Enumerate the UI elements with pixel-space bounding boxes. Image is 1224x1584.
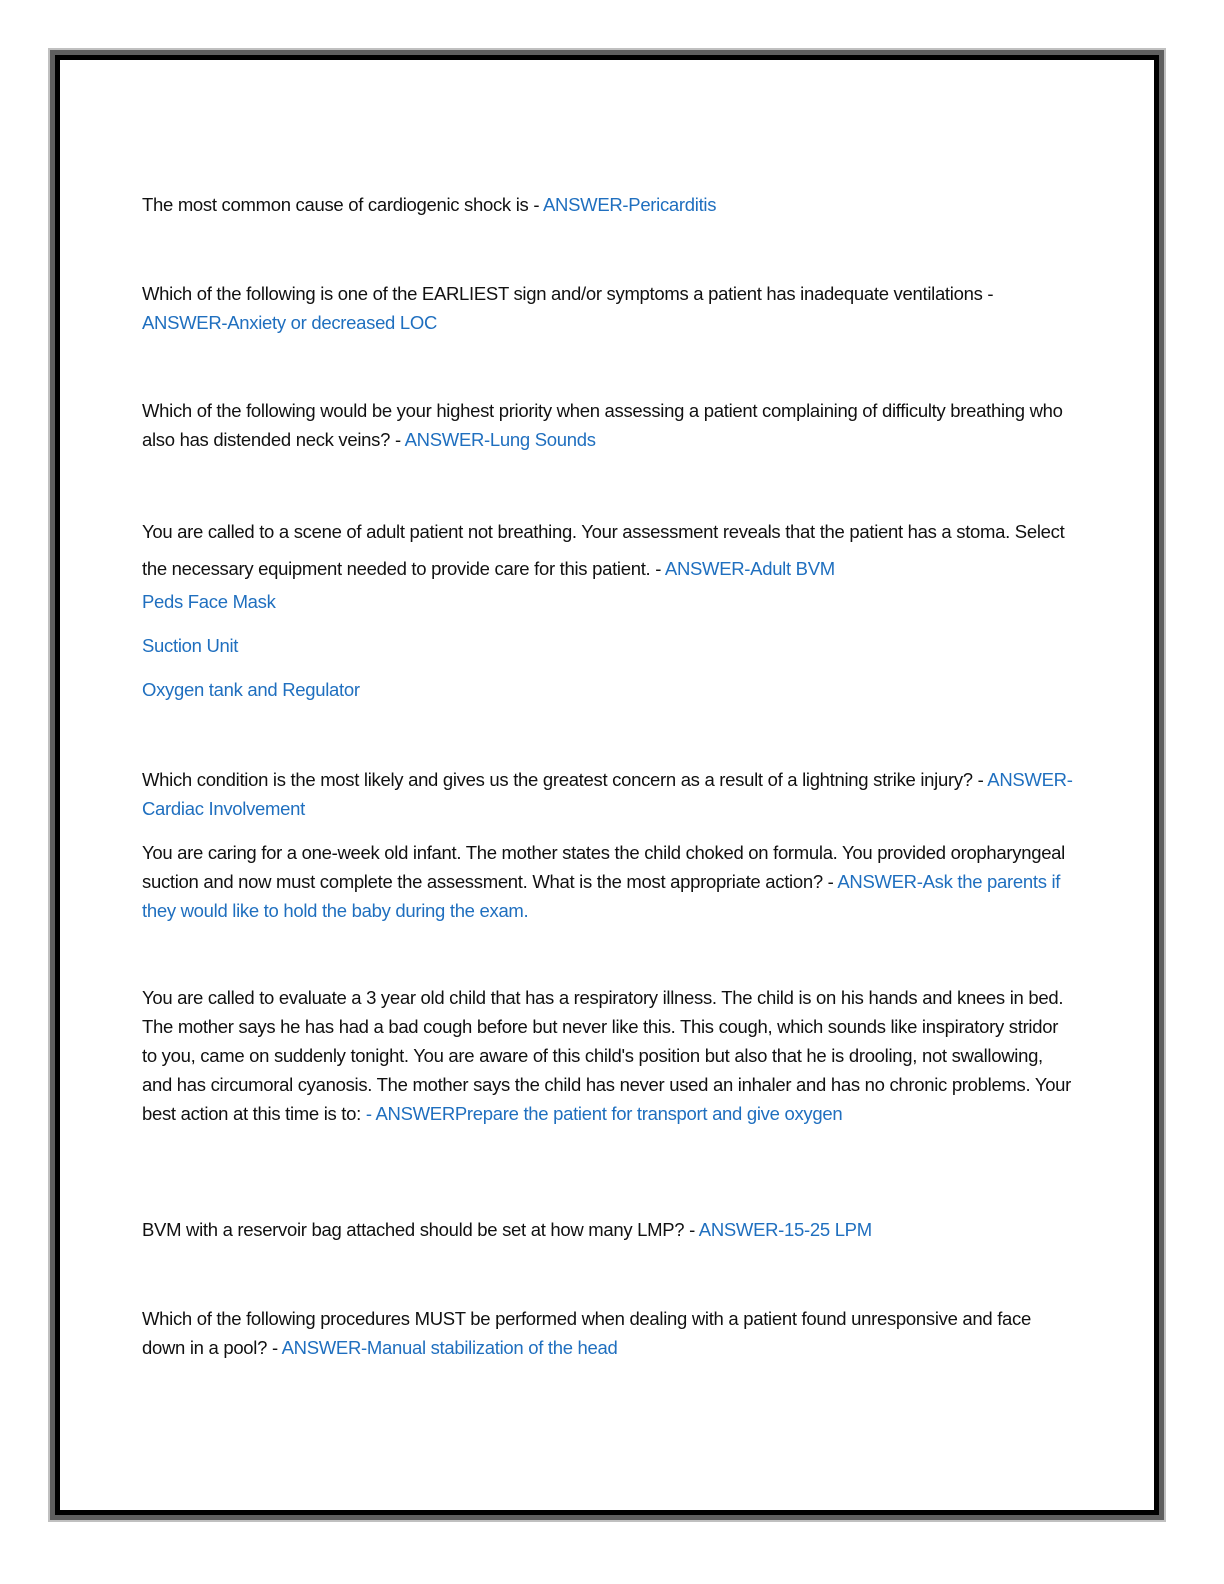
answer-text: ANSWER-Lung Sounds — [404, 429, 596, 450]
answer-text: ANSWER-Manual stabilization of the head — [281, 1337, 618, 1358]
answer-line: Suction Unit — [142, 635, 239, 656]
qa-item — [142, 279, 1077, 337]
answer-text: ANSWER-Cardiac Involvement — [142, 769, 1073, 819]
answer-text: ANSWER-Ask the parents if they would like to hold the baby during the exam. — [142, 871, 1061, 921]
answer-text: ANSWER-Anxiety or decreased LOC — [142, 312, 438, 333]
qa-item — [142, 838, 1077, 925]
qa-item — [142, 1215, 1077, 1244]
question-text: Which of the following procedures MUST be performed when dealing with a patient found unresponsive and face down in a pool? - — [142, 1308, 1031, 1358]
qa-item — [142, 396, 1077, 454]
question-text: The most common cause of cardiogenic shock is - — [142, 194, 544, 215]
question-text: You are caring for a one-week old infant. The mother states the child choked on formula. You provided oropharyngeal suction and now must complete the assessment. What is the most appropriate action? - — [142, 842, 1065, 892]
qa-item — [142, 190, 1077, 219]
question-text: Which of the following is one of the EARLIEST sign and/or symptoms a patient has inadequate ventilations - — [142, 283, 994, 304]
question-text: BVM with a reservoir bag attached should be set at how many LMP? - — [142, 1219, 699, 1240]
question-text: You are called to evaluate a 3 year old child that has a respiratory illness. The child is on his hands and knees in bed. The mother says he has had a bad cough before but never like this. This cough, which sounds like inspiratory stridor to you, came on suddenly tonight. You are aware of this child's position but also that he is drooling, not swallowing, and has circumoral cyanosis. The mother says the child has never used an inhaler and has no chronic problems. Your best action at this time is to: — [142, 987, 1072, 1124]
question-text: Which condition is the most likely and gives us the greatest concern as a result of a lightning strike injury? - — [142, 769, 988, 790]
answer-text: ANSWER-15-25 LPM — [698, 1219, 872, 1240]
answer-text: ANSWER-Pericarditis — [543, 194, 717, 215]
qa-item — [142, 1304, 1077, 1362]
question-text: You are called to a scene of adult patient not breathing. Your assessment reveals that the patient has a stoma. Select the necessary equipment needed to provide care for this patient. - — [142, 521, 1065, 579]
answer-text: - ANSWERPrepare the patient for transport and give oxygen — [365, 1103, 843, 1124]
answer-text: ANSWER-Adult BVM — [664, 558, 835, 579]
answer-line: Oxygen tank and Regulator — [142, 679, 360, 700]
qa-item — [142, 513, 1077, 587]
qa-item — [142, 983, 1077, 1128]
qa-item — [142, 765, 1077, 823]
question-text: Which of the following would be your highest priority when assessing a patient complaining of difficulty breathing who also has distended neck veins? - — [142, 400, 1063, 450]
answer-line: Peds Face Mask — [142, 591, 276, 612]
